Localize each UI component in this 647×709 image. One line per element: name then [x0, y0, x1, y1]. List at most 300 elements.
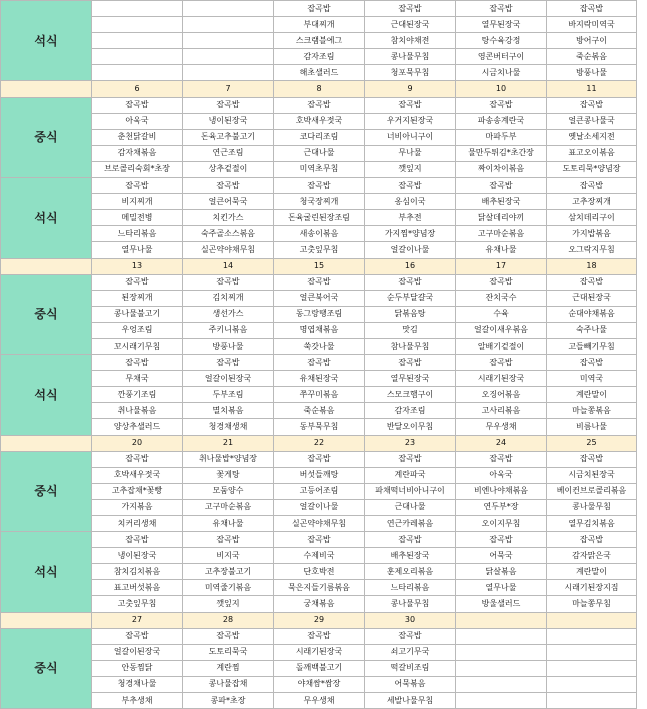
menu-item: 고등어조림: [274, 483, 365, 499]
menu-row: [1, 145, 637, 161]
menu-item: 세발나물무침: [365, 693, 456, 709]
menu-item: 잡곡밥: [274, 178, 365, 194]
menu-item: 순대야채볶음: [547, 306, 637, 322]
menu-item: 닭살데리야끼: [456, 210, 547, 226]
empty-cell: [456, 676, 547, 692]
menu-row: [1, 371, 637, 387]
menu-item: 잡곡밥: [183, 178, 274, 194]
date-cell: 13: [92, 258, 183, 274]
menu-row: [1, 499, 637, 515]
menu-row: [1, 49, 637, 65]
menu-item: 가지볶음: [92, 499, 183, 515]
menu-item: 잡곡밥: [456, 451, 547, 467]
menu-item: 호박새우젓국: [92, 467, 183, 483]
menu-item: 열무나물: [92, 242, 183, 258]
menu-item: 버섯들깨탕: [274, 467, 365, 483]
date-row-label: [1, 81, 92, 97]
menu-row: [1, 290, 637, 306]
menu-item: 감자채볶음: [92, 145, 183, 161]
date-cell: 9: [365, 81, 456, 97]
menu-row: [1, 178, 637, 194]
menu-item: 마파두부: [456, 129, 547, 145]
menu-row: [1, 628, 637, 644]
date-cell: 18: [547, 258, 637, 274]
menu-item: 잡곡밥: [365, 1, 456, 17]
empty-cell: [456, 693, 547, 709]
menu-item: 가지밥볶음: [547, 226, 637, 242]
menu-item: 잡곡밥: [92, 451, 183, 467]
menu-row: [1, 564, 637, 580]
menu-item: 돈육굴린된장조림: [274, 210, 365, 226]
menu-item: 비지국: [183, 548, 274, 564]
menu-item: 잡곡밥: [183, 97, 274, 113]
menu-item: 잡곡밥: [547, 532, 637, 548]
menu-item: 고구마순볶음: [456, 226, 547, 242]
menu-item: 숙주나물: [547, 322, 637, 338]
menu-item: 잡곡밥: [92, 355, 183, 371]
menu-item: 콩파*초장: [183, 693, 274, 709]
date-cell: 21: [183, 435, 274, 451]
menu-item: 묵은지들기름볶음: [274, 580, 365, 596]
date-cell: 14: [183, 258, 274, 274]
menu-item: 잡곡밥: [365, 628, 456, 644]
menu-row: [1, 17, 637, 33]
empty-cell: [456, 660, 547, 676]
menu-item: 고춧잎무침: [92, 596, 183, 612]
menu-row: [1, 33, 637, 49]
menu-item: 얼큰어묵국: [183, 194, 274, 210]
menu-item: 춘천닭갈비: [92, 129, 183, 145]
menu-item: 시래기된장국: [456, 371, 547, 387]
menu-row: [1, 322, 637, 338]
menu-item: 고들빼기무침: [547, 338, 637, 354]
meal-label: 중식: [1, 274, 92, 354]
menu-row: [1, 355, 637, 371]
date-cell: 29: [274, 612, 365, 628]
menu-item: 잡곡밥: [547, 355, 637, 371]
menu-item: 콩나물무침: [365, 596, 456, 612]
menu-item: 방울샐러드: [456, 596, 547, 612]
menu-item: 김치찌개: [183, 290, 274, 306]
date-row-label: [1, 612, 92, 628]
menu-row: [1, 419, 637, 435]
empty-cell: [92, 65, 183, 81]
menu-row: [1, 1, 637, 17]
menu-item: 잡곡밥: [456, 97, 547, 113]
menu-item: 베이컨브로콜리볶음: [547, 483, 637, 499]
menu-item: 스크램블에그: [274, 33, 365, 49]
menu-item: 계란찜: [183, 660, 274, 676]
menu-item: 고추장불고기: [183, 564, 274, 580]
menu-row: [1, 532, 637, 548]
empty-date-cell: [456, 612, 547, 628]
date-cell: 15: [274, 258, 365, 274]
menu-item: 계란말이: [547, 564, 637, 580]
menu-item: 표고버섯볶음: [92, 580, 183, 596]
menu-row: [1, 306, 637, 322]
menu-row: [1, 596, 637, 612]
empty-cell: [183, 1, 274, 17]
menu-item: 콩나물불고기: [92, 306, 183, 322]
menu-item: 청경채나물: [92, 676, 183, 692]
menu-item: 훈제오리볶음: [365, 564, 456, 580]
menu-item: 근대된장국: [547, 290, 637, 306]
menu-item: 얼큰북어국: [274, 290, 365, 306]
menu-row: [1, 161, 637, 177]
date-cell: 28: [183, 612, 274, 628]
menu-row: [1, 451, 637, 467]
menu-item: 부대찌개: [274, 17, 365, 33]
menu-item: 청국장찌개: [274, 194, 365, 210]
menu-item: 깐풍기조림: [92, 387, 183, 403]
menu-row: [1, 274, 637, 290]
menu-row: [1, 516, 637, 532]
menu-item: 잡곡밥: [456, 1, 547, 17]
menu-item: 얼갈이새우볶음: [456, 322, 547, 338]
empty-cell: [183, 17, 274, 33]
menu-row: [1, 97, 637, 113]
menu-item: 냉이된장국: [92, 548, 183, 564]
menu-item: 콩나물잡채: [183, 676, 274, 692]
menu-item: 고추잡채*꽃빵: [92, 483, 183, 499]
empty-cell: [183, 33, 274, 49]
menu-item: 영콘버터구이: [456, 49, 547, 65]
menu-item: 도토리묵*양념장: [547, 161, 637, 177]
menu-row: [1, 242, 637, 258]
menu-item: 잡곡밥: [274, 532, 365, 548]
meal-label: 석식: [1, 178, 92, 258]
menu-item: 실곤약야채무침: [274, 516, 365, 532]
menu-row: [1, 226, 637, 242]
menu-item: 잡곡밥: [183, 355, 274, 371]
menu-row: [1, 580, 637, 596]
date-row: [1, 81, 637, 97]
date-row: [1, 258, 637, 274]
menu-item: 잡곡밥: [365, 451, 456, 467]
menu-item: 연근조림: [183, 145, 274, 161]
menu-item: 브로콜리숙회*초장: [92, 161, 183, 177]
menu-item: 시금치된장국: [547, 467, 637, 483]
menu-item: 어묵볶음: [365, 676, 456, 692]
menu-item: 미역초무침: [274, 161, 365, 177]
menu-item: 무나물: [365, 145, 456, 161]
date-cell: 7: [183, 81, 274, 97]
menu-item: 치커리생채: [92, 516, 183, 532]
menu-item: 열무나물: [456, 580, 547, 596]
menu-item: 양상추샐러드: [92, 419, 183, 435]
menu-item: 잡곡밥: [92, 97, 183, 113]
menu-item: 고추장찌개: [547, 194, 637, 210]
menu-item: 취나물밥*양념장: [183, 451, 274, 467]
menu-item: 물만두튀김*초간장: [456, 145, 547, 161]
menu-item: 느타리볶음: [92, 226, 183, 242]
menu-item: 잡곡밥: [92, 178, 183, 194]
menu-item: 유채된장국: [274, 371, 365, 387]
menu-item: 잡곡밥: [456, 355, 547, 371]
menu-item: 잡곡밥: [365, 355, 456, 371]
menu-item: 부추생채: [92, 693, 183, 709]
menu-item: 죽순볶음: [547, 49, 637, 65]
menu-item: 깻잎지: [183, 596, 274, 612]
menu-item: 잡곡밥: [92, 532, 183, 548]
menu-item: 잡곡밥: [92, 628, 183, 644]
menu-item: 비지찌개: [92, 194, 183, 210]
menu-item: 명엽채볶음: [274, 322, 365, 338]
menu-row: [1, 548, 637, 564]
menu-item: 잡곡밥: [547, 1, 637, 17]
date-cell: 11: [547, 81, 637, 97]
menu-item: 멸치볶음: [183, 403, 274, 419]
menu-item: 꼬시래기무침: [92, 338, 183, 354]
date-cell: 8: [274, 81, 365, 97]
menu-item: 잡곡밥: [183, 628, 274, 644]
empty-cell: [547, 628, 637, 644]
menu-item: 근대나물: [365, 499, 456, 515]
menu-item: 냉이된장국: [183, 113, 274, 129]
menu-item: 마늘쫑무침: [547, 596, 637, 612]
menu-item: 무우생채: [456, 419, 547, 435]
menu-item: 잡곡밥: [365, 274, 456, 290]
menu-item: 쇠고기무국: [365, 644, 456, 660]
menu-item: 배추된장국: [365, 548, 456, 564]
menu-item: 단호박전: [274, 564, 365, 580]
menu-row: [1, 483, 637, 499]
menu-item: 숙주골소스볶음: [183, 226, 274, 242]
menu-item: 우거지된장국: [365, 113, 456, 129]
menu-item: 시금치나물: [456, 65, 547, 81]
empty-cell: [547, 693, 637, 709]
menu-row: [1, 387, 637, 403]
meal-label: 중식: [1, 451, 92, 531]
menu-item: 치킨가스: [183, 210, 274, 226]
menu-item: 스모크햄구이: [365, 387, 456, 403]
menu-item: 잡곡밥: [274, 355, 365, 371]
menu-item: 유채나물: [456, 242, 547, 258]
menu-item: 잡곡밥: [547, 274, 637, 290]
menu-item: 비름나물: [547, 419, 637, 435]
meal-label: 중식: [1, 628, 92, 708]
menu-row: [1, 65, 637, 81]
menu-item: 주키니볶음: [183, 322, 274, 338]
menu-item: 돌깨백불고기: [274, 660, 365, 676]
menu-item: 감자조림: [274, 49, 365, 65]
menu-item: 수제비국: [274, 548, 365, 564]
menu-item: 실곤약야채무침: [183, 242, 274, 258]
menu-item: 깻잎지: [365, 161, 456, 177]
menu-item: 부추전: [365, 210, 456, 226]
menu-item: 연근카레볶음: [365, 516, 456, 532]
menu-item: 두부조림: [183, 387, 274, 403]
menu-item: 동부묵무침: [274, 419, 365, 435]
menu-item: 근대나물: [274, 145, 365, 161]
menu-item: 표고오이볶음: [547, 145, 637, 161]
menu-item: 고사리볶음: [456, 403, 547, 419]
menu-item: 된장찌개: [92, 290, 183, 306]
menu-item: 오징어볶음: [456, 387, 547, 403]
menu-item: 열무김치볶음: [547, 516, 637, 532]
menu-item: 방풍나물: [183, 338, 274, 354]
menu-item: 너비아니구이: [365, 129, 456, 145]
menu-row: [1, 676, 637, 692]
menu-item: 잡곡밥: [456, 532, 547, 548]
menu-item: 돈육고추불고기: [183, 129, 274, 145]
menu-item: 잡곡밥: [274, 451, 365, 467]
menu-item: 잡곡밥: [547, 178, 637, 194]
menu-item: 파송송계란국: [456, 113, 547, 129]
menu-item: 느타리볶음: [365, 580, 456, 596]
menu-item: 새송이볶음: [274, 226, 365, 242]
menu-item: 야채쌈*쌈장: [274, 676, 365, 692]
menu-item: 얼갈이나물: [365, 242, 456, 258]
date-cell: 22: [274, 435, 365, 451]
menu-row: [1, 403, 637, 419]
menu-item: 열무된장국: [456, 17, 547, 33]
date-cell: 17: [456, 258, 547, 274]
menu-item: 미역국: [547, 371, 637, 387]
menu-item: 참치김치볶음: [92, 564, 183, 580]
menu-item: 탕수육강정: [456, 33, 547, 49]
menu-item: 잔치국수: [456, 290, 547, 306]
empty-cell: [92, 33, 183, 49]
menu-item: 얼갈이나물: [274, 499, 365, 515]
menu-row: [1, 129, 637, 145]
menu-item: 고구마순볶음: [183, 499, 274, 515]
menu-item: 잡곡밥: [274, 628, 365, 644]
meal-label: 석식: [1, 532, 92, 612]
menu-item: 잡곡밥: [365, 532, 456, 548]
date-row-label: [1, 435, 92, 451]
menu-item: 잡곡밥: [365, 178, 456, 194]
menu-item: 무우생채: [274, 693, 365, 709]
menu-item: 반달오이무침: [365, 419, 456, 435]
menu-item: 잡곡밥: [183, 532, 274, 548]
menu-row: [1, 660, 637, 676]
meal-label: 중식: [1, 97, 92, 177]
meal-table-body: [1, 1, 637, 709]
menu-item: 아욱국: [456, 467, 547, 483]
menu-item: 근대된장국: [365, 17, 456, 33]
menu-item: 닭볶음탕: [365, 306, 456, 322]
menu-item: 감자조림: [365, 403, 456, 419]
menu-item: 순두부달걀국: [365, 290, 456, 306]
menu-item: 무채국: [92, 371, 183, 387]
menu-item: 방풍나물: [547, 65, 637, 81]
date-row: [1, 435, 637, 451]
date-cell: 10: [456, 81, 547, 97]
menu-item: 맛김: [365, 322, 456, 338]
menu-item: 잡곡밥: [92, 274, 183, 290]
menu-item: 꽃게탕: [183, 467, 274, 483]
empty-cell: [183, 65, 274, 81]
menu-item: 도토리묵국: [183, 644, 274, 660]
menu-row: [1, 194, 637, 210]
menu-row: [1, 210, 637, 226]
menu-item: 수육: [456, 306, 547, 322]
empty-cell: [92, 17, 183, 33]
menu-item: 유채나물: [183, 516, 274, 532]
date-cell: 20: [92, 435, 183, 451]
menu-item: 시래기된장국: [274, 644, 365, 660]
menu-item: 참나물무침: [365, 338, 456, 354]
menu-item: 바지락미역국: [547, 17, 637, 33]
menu-item: 해초샐러드: [274, 65, 365, 81]
date-cell: 25: [547, 435, 637, 451]
menu-item: 방어구이: [547, 33, 637, 49]
menu-item: 쭈꾸미볶음: [274, 387, 365, 403]
menu-item: 마늘쫑볶음: [547, 403, 637, 419]
menu-item: 잡곡밥: [274, 274, 365, 290]
menu-item: 닭살볶음: [456, 564, 547, 580]
meal-label: 석식: [1, 1, 92, 81]
menu-item: 모둠양수: [183, 483, 274, 499]
menu-item: 옹심이국: [365, 194, 456, 210]
date-cell: 27: [92, 612, 183, 628]
menu-item: 어묵국: [456, 548, 547, 564]
menu-item: 호박새우젓국: [274, 113, 365, 129]
menu-item: 파채떡너비아니구이: [365, 483, 456, 499]
menu-item: 잡곡밥: [456, 274, 547, 290]
menu-item: 청포묵무침: [365, 65, 456, 81]
menu-item: 잡곡밥: [456, 178, 547, 194]
menu-item: 감자맑은국: [547, 548, 637, 564]
empty-cell: [92, 1, 183, 17]
menu-item: 떡갈비조림: [365, 660, 456, 676]
meal-label: 석식: [1, 355, 92, 435]
menu-row: [1, 113, 637, 129]
menu-item: 죽순볶음: [274, 403, 365, 419]
menu-item: 미역줄기볶음: [183, 580, 274, 596]
menu-item: 궁채볶음: [274, 596, 365, 612]
menu-item: 잡곡밥: [274, 97, 365, 113]
date-row-label: [1, 258, 92, 274]
menu-item: 우엉조림: [92, 322, 183, 338]
menu-item: 열무된장국: [365, 371, 456, 387]
menu-item: 연두부*장: [456, 499, 547, 515]
date-cell: 24: [456, 435, 547, 451]
menu-item: 아욱국: [92, 113, 183, 129]
menu-item: 계란파국: [365, 467, 456, 483]
menu-item: 메밀전병: [92, 210, 183, 226]
date-cell: 16: [365, 258, 456, 274]
empty-cell: [547, 676, 637, 692]
empty-date-cell: [547, 612, 637, 628]
menu-item: 가지찜*양념장: [365, 226, 456, 242]
menu-item: 계란말이: [547, 387, 637, 403]
menu-item: 얼갈이된장국: [183, 371, 274, 387]
menu-item: 잡곡밥: [547, 451, 637, 467]
menu-item: 생선가스: [183, 306, 274, 322]
menu-item: 상추겉절이: [183, 161, 274, 177]
menu-row: [1, 693, 637, 709]
menu-item: 취나물볶음: [92, 403, 183, 419]
menu-item: 잡곡밥: [365, 97, 456, 113]
empty-cell: [92, 49, 183, 65]
date-cell: 23: [365, 435, 456, 451]
menu-item: 배추된장국: [456, 194, 547, 210]
menu-item: 고춧잎무침: [274, 242, 365, 258]
menu-row: [1, 467, 637, 483]
menu-row: [1, 338, 637, 354]
date-cell: 30: [365, 612, 456, 628]
menu-item: 비엔나야채볶음: [456, 483, 547, 499]
menu-item: 청경채생채: [183, 419, 274, 435]
menu-item: 콩나물무침: [365, 49, 456, 65]
empty-cell: [456, 628, 547, 644]
menu-item: 참치야채전: [365, 33, 456, 49]
menu-item: 짜이차이볶음: [456, 161, 547, 177]
date-cell: 6: [92, 81, 183, 97]
menu-item: 알배기겉절이: [456, 338, 547, 354]
